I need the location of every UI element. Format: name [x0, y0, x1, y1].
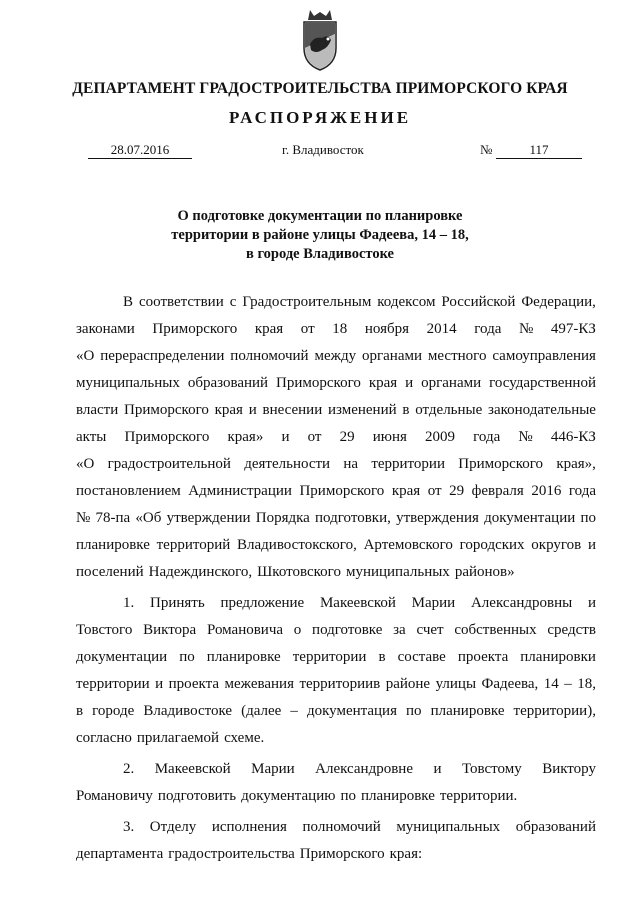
word: 497-КЗ	[550, 321, 596, 337]
word: изменений	[327, 402, 397, 418]
word: от	[300, 321, 315, 337]
word: «О	[76, 456, 95, 472]
word: 1.	[123, 595, 135, 611]
word: градостроительства	[168, 846, 295, 862]
word: с	[229, 294, 237, 310]
word: от	[307, 429, 322, 445]
word: документация	[306, 703, 397, 719]
word: Приморского	[276, 375, 361, 391]
word: территории	[292, 649, 367, 665]
word: городе	[92, 703, 135, 719]
word: Фадеева,	[481, 676, 539, 692]
word: Порядка	[255, 510, 310, 526]
word: кодексом	[377, 294, 436, 310]
word: Шкотовского	[257, 564, 341, 580]
word: самоуправления	[492, 348, 596, 364]
text-line	[76, 671, 596, 698]
word: –	[564, 676, 572, 692]
word: Владивостокского,	[237, 537, 357, 553]
word: и	[405, 375, 414, 391]
word: Градостроительным	[242, 294, 372, 310]
word: планировке	[76, 537, 150, 553]
word: законами	[76, 321, 135, 337]
word: по	[406, 703, 422, 719]
word: составе	[397, 649, 446, 665]
word: образований	[187, 375, 269, 391]
word: 78-па	[95, 510, 131, 526]
word: планировке	[430, 703, 505, 719]
word: схеме.	[224, 730, 265, 746]
word: власти	[76, 402, 119, 418]
word: Виктора	[143, 622, 197, 638]
word: подготовки,	[315, 510, 391, 526]
word: и	[587, 537, 596, 553]
document-body	[76, 289, 596, 868]
word: Романовича	[206, 622, 284, 638]
word: органами	[362, 348, 423, 364]
word: края	[214, 402, 243, 418]
word: утверждения	[396, 510, 479, 526]
word: №	[518, 429, 533, 445]
word: подготовить	[157, 788, 237, 804]
word: года	[568, 483, 596, 499]
text-line	[76, 424, 596, 451]
word: Александровны	[470, 595, 573, 611]
paragraph	[76, 590, 596, 752]
word: прилагаемой	[136, 730, 220, 746]
word: в	[76, 703, 84, 719]
word: территории	[76, 676, 150, 692]
word: отдельные	[415, 402, 483, 418]
word: Отделу	[149, 819, 197, 835]
word: планировке	[360, 788, 435, 804]
text-line	[76, 644, 596, 671]
word: 18,	[577, 676, 596, 692]
word: документации	[484, 510, 576, 526]
word: Надеждинского,	[148, 564, 253, 580]
word: –	[290, 703, 298, 719]
word: средств	[547, 622, 596, 638]
word: №	[518, 321, 534, 337]
text-line	[76, 814, 596, 841]
word: и	[281, 429, 290, 445]
word: ноября	[364, 321, 410, 337]
word: градостроительной	[107, 456, 231, 472]
word: 29	[449, 483, 465, 499]
word: за	[393, 622, 406, 638]
word: края:	[389, 846, 423, 862]
word: Романовичу	[76, 788, 153, 804]
word: 18	[332, 321, 348, 337]
word: департамента	[76, 846, 164, 862]
word: деятельности	[244, 456, 331, 472]
word: проекта	[168, 676, 220, 692]
word: Администрации	[188, 483, 292, 499]
word: Федерации,	[521, 294, 596, 310]
word: проекта	[457, 649, 509, 665]
word: соответствии	[138, 294, 224, 310]
document-subject	[100, 207, 540, 264]
word: подготовке	[312, 622, 383, 638]
word: года	[473, 429, 501, 445]
word: Приморского	[124, 402, 209, 418]
word: Приморского	[299, 483, 385, 499]
word: 3.	[123, 819, 135, 835]
word: межевания	[224, 676, 294, 692]
subject-line: в городе Владивостоке	[246, 246, 394, 262]
word: края	[254, 321, 284, 337]
word: территории),	[513, 703, 596, 719]
word: Приморского	[152, 321, 238, 337]
text-line	[76, 343, 596, 370]
word: Виктору	[542, 761, 596, 777]
word: собственных	[454, 622, 537, 638]
department-name: ДЕПАРТАМЕНТ ГРАДОСТРОИТЕЛЬСТВА ПРИМОРСКОГО КРАЯ	[72, 80, 568, 97]
word: территорий	[156, 537, 231, 553]
word: №	[76, 510, 91, 526]
word: Александровне	[315, 761, 413, 777]
number-label: №	[480, 142, 493, 157]
text-line	[76, 289, 596, 316]
word: в	[402, 402, 410, 418]
word: документации	[76, 649, 168, 665]
word: постановлением	[76, 483, 181, 499]
word: года	[474, 321, 502, 337]
word: края	[391, 483, 421, 499]
coat-of-arms-icon	[298, 8, 342, 72]
word: местного	[427, 348, 487, 364]
text-line	[76, 478, 596, 505]
word: акты	[76, 429, 107, 445]
word: от	[427, 483, 442, 499]
paragraph	[76, 756, 596, 810]
word: Макеевской	[154, 761, 231, 777]
word: Приморского	[299, 846, 385, 862]
word: планировке	[206, 649, 281, 665]
text-line	[76, 316, 596, 343]
word: между	[314, 348, 357, 364]
word: муниципальных	[396, 819, 501, 835]
word: по	[179, 649, 195, 665]
document-type: РАСПОРЯЖЕНИЕ	[228, 108, 412, 127]
word: поселений	[76, 564, 144, 580]
word: утверждении	[166, 510, 251, 526]
word: края»,	[556, 456, 596, 472]
word: территориив	[299, 676, 381, 692]
word: органами	[421, 375, 482, 391]
word: планировки	[520, 649, 596, 665]
text-line	[76, 841, 596, 868]
word: (далее	[241, 703, 282, 719]
document-number: 117	[496, 142, 582, 159]
text-line	[76, 725, 596, 752]
word: 2009	[425, 429, 456, 445]
word: края»	[227, 429, 264, 445]
word: о	[293, 622, 302, 638]
word: городских	[459, 537, 525, 553]
word: районов»	[454, 564, 515, 580]
word: 2014	[426, 321, 457, 337]
word: улицы	[435, 676, 477, 692]
word: Макеевской	[319, 595, 396, 611]
word: на	[343, 456, 359, 472]
word: Артемовского	[363, 537, 453, 553]
word: В	[123, 294, 134, 310]
word: Приморского	[458, 456, 544, 472]
word: исполнения	[211, 819, 287, 835]
word: полномочий	[230, 348, 309, 364]
text-line	[76, 559, 596, 586]
word: Товстого	[76, 622, 133, 638]
word: Приморского	[124, 429, 210, 445]
document-city: г. Владивосток	[282, 142, 364, 157]
text-line	[76, 590, 596, 617]
word: 446-КЗ	[550, 429, 596, 445]
word: согласно	[76, 730, 132, 746]
word: районе	[385, 676, 431, 692]
word: по	[580, 510, 596, 526]
word: перераспределении	[100, 348, 225, 364]
text-line	[76, 451, 596, 478]
word: Принять	[150, 595, 205, 611]
word: государственной	[489, 375, 596, 391]
word: Российской	[441, 294, 516, 310]
word: 29	[339, 429, 355, 445]
paragraph	[76, 814, 596, 868]
word: предложение	[220, 595, 305, 611]
word: июня	[372, 429, 407, 445]
word: документацию	[241, 788, 336, 804]
word: муниципальных	[76, 375, 180, 391]
word: и	[587, 595, 596, 611]
word: счет	[416, 622, 444, 638]
text-line	[76, 617, 596, 644]
word: края	[368, 375, 398, 391]
word: по	[340, 788, 356, 804]
word: февраля	[471, 483, 524, 499]
subject-line: территории в районе улицы Фадеева, 14 – 18,	[171, 227, 469, 243]
word: округов	[531, 537, 582, 553]
word: образований	[515, 819, 596, 835]
word: 2016	[531, 483, 562, 499]
word: Марии	[411, 595, 456, 611]
paragraph	[76, 289, 596, 586]
word: и	[433, 761, 442, 777]
text-line	[76, 505, 596, 532]
word: территории.	[439, 788, 518, 804]
word: муниципальных	[345, 564, 450, 580]
word: Марии	[251, 761, 295, 777]
text-line	[76, 532, 596, 559]
word: территории	[371, 456, 445, 472]
word: полномочий	[302, 819, 381, 835]
word: 2.	[123, 761, 135, 777]
word: Товстому	[461, 761, 522, 777]
word: «О	[76, 348, 95, 364]
text-line	[76, 783, 596, 810]
word: и	[248, 402, 257, 418]
word: Владивостоке	[143, 703, 233, 719]
text-line	[76, 756, 596, 783]
document-date: 28.07.2016	[88, 142, 192, 159]
text-line	[76, 397, 596, 424]
text-line	[76, 698, 596, 725]
word: внесении	[262, 402, 323, 418]
word: 14	[543, 676, 559, 692]
word: законодательные	[488, 402, 596, 418]
word: и	[155, 676, 164, 692]
word: в	[378, 649, 386, 665]
word: «Об	[135, 510, 162, 526]
subject-line: О подготовке документации по планировке	[177, 208, 463, 224]
text-line	[76, 370, 596, 397]
